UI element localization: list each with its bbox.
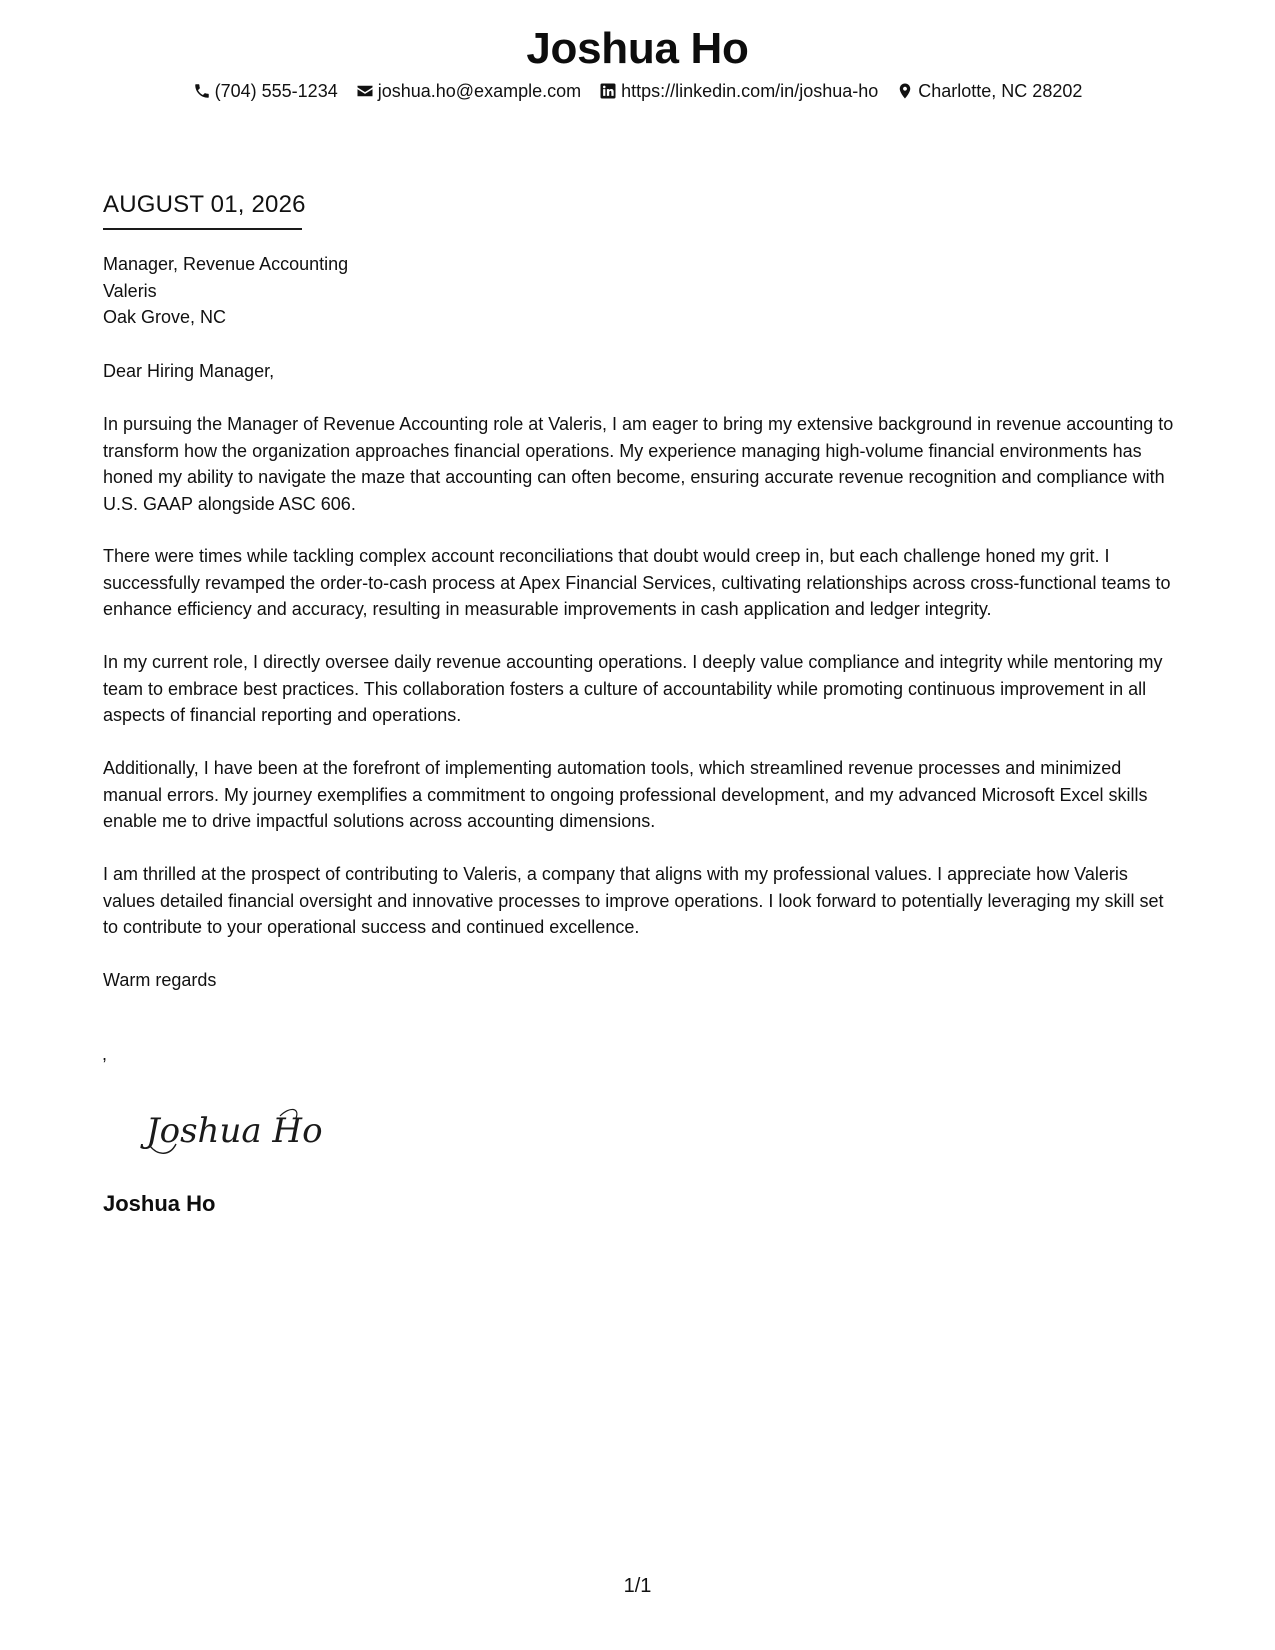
recipient-address (103, 251, 348, 331)
contact-email[interactable] (356, 79, 581, 103)
linkedin-icon (599, 82, 617, 100)
letter-date-block (103, 190, 306, 230)
body-paragraph: In pursuing the Manager of Revenue Accounting role at Valeris, I am eager to bring my extensive background in revenue accounting to transform how the organization approaches financial operations. My experience managing high-volume financial environments has honed my ability to navigate the maze that accounting can often become, ensuring accurate revenue recognition and compliance with U.S. GAAP alongside ASC 606. (103, 414, 1174, 514)
map-pin-icon (896, 82, 914, 100)
applicant-name: Joshua Ho (526, 24, 749, 73)
contact-phone (193, 79, 338, 103)
email-address[interactable]: joshua.ho@example.com (377, 81, 582, 101)
svg-text:Joshua Ho: Joshua Ho (146, 1111, 323, 1151)
handwritten-signature (140, 1098, 380, 1164)
contact-linkedin[interactable] (599, 79, 878, 103)
closing-phrase: Warm regards (103, 970, 217, 990)
body-paragraph: In my current role, I directly oversee daily revenue accounting operations. I deeply value compliance and integrity while mentoring my team to embrace best practices. This collaboration fosters a culture of accountability while promoting continuous improvement in all aspects of financial reporting and operations. (103, 652, 1163, 725)
page-number: 1/1 (623, 1575, 652, 1597)
signer-name: Joshua Ho (103, 1191, 216, 1216)
body-paragraph: I am thrilled at the prospect of contributing to Valeris, a company that aligns with my professional values. I appreciate how Valeris values detailed financial oversight and innovative processes to improve operations. I look forward to potentially leveraging my skill set to contribute to your operational success and continued excellence. (103, 864, 1164, 937)
contact-location (896, 79, 1082, 103)
phone-icon (193, 82, 211, 100)
body-paragraph: There were times while tackling complex account reconciliations that doubt would creep in, but each challenge honed my grit. I successfully revamped the order-to-cash process at Apex Financial Services, cultivating relationships across cross-functional teams to enhance efficiency and accuracy, resulting in measurable improvements in cash application and ledger integrity. (103, 546, 1171, 619)
letter-date: AUGUST 01, 2026 (103, 191, 306, 218)
closing-comma: , (102, 1044, 108, 1064)
linkedin-url[interactable]: https://linkedin.com/in/joshua-ho (621, 81, 879, 101)
envelope-icon (356, 82, 374, 100)
location-text: Charlotte, NC 28202 (918, 81, 1083, 101)
recipient-title: Manager, Revenue Accounting (103, 254, 349, 274)
contact-info (0, 79, 1275, 103)
recipient-location: Oak Grove, NC (103, 307, 227, 327)
recipient-company: Valeris (103, 280, 157, 301)
phone-number: (704) 555-1234 (214, 81, 338, 101)
body-paragraph: Additionally, I have been at the forefront of implementing automation tools, which streamlined revenue processes and minimized manual errors. My journey exemplifies a commitment to ongoing professional development, and my advanced Microsoft Excel skills enable me to drive impactful solutions across accounting dimensions. (103, 758, 1148, 831)
salutation: Dear Hiring Manager, (103, 361, 275, 381)
